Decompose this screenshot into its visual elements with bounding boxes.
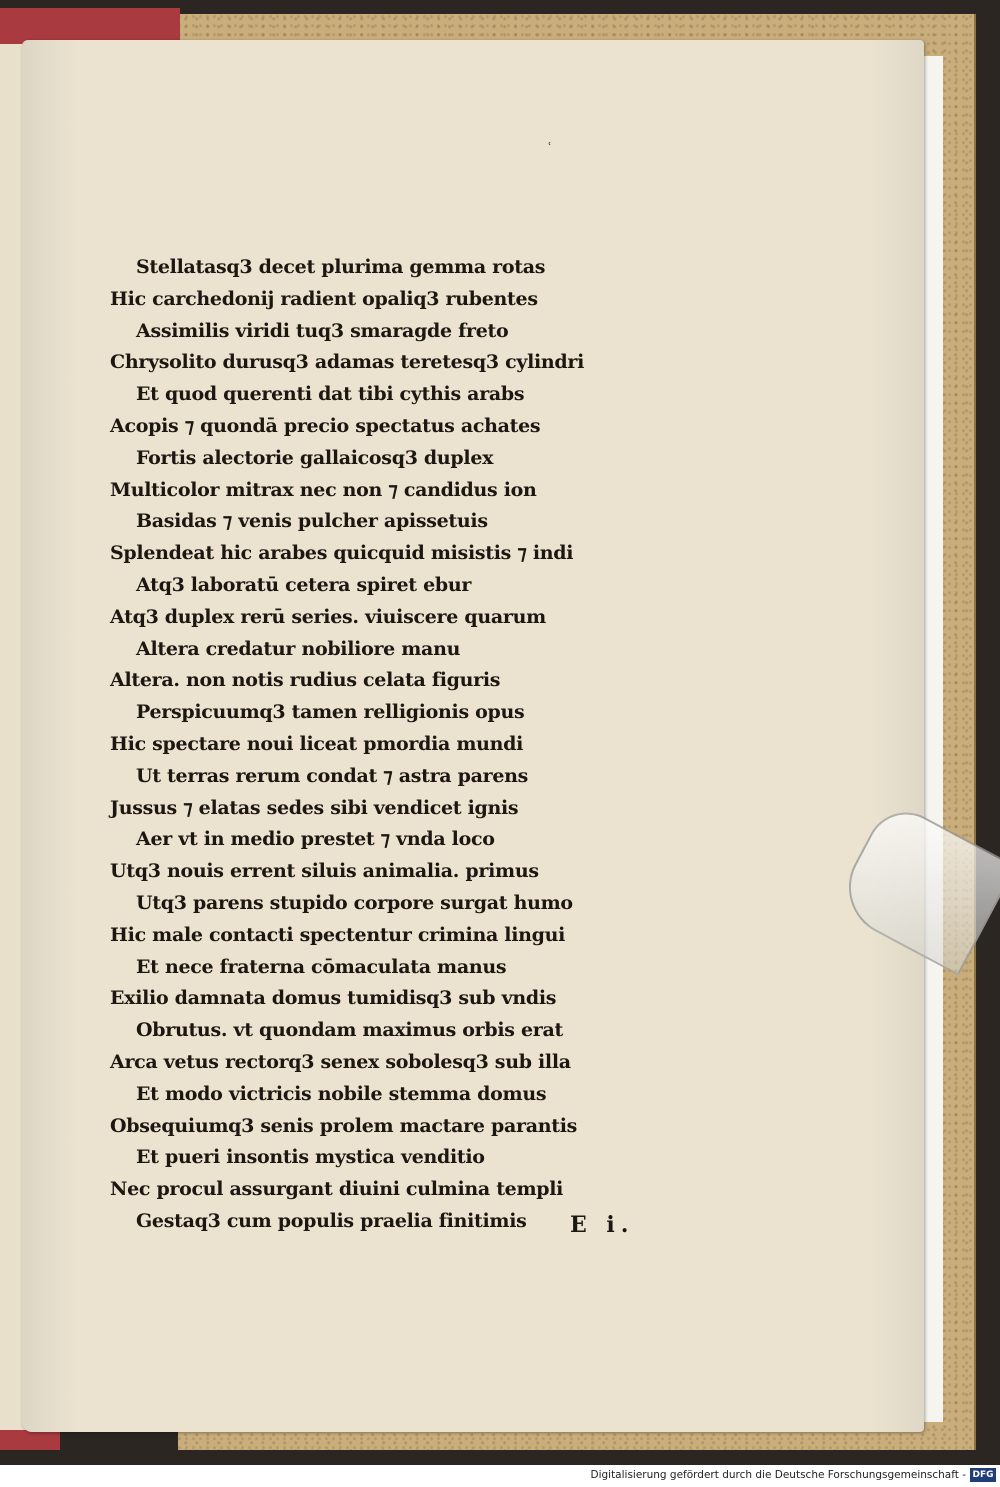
verse-line: Jussus ⁊ elatas sedes sibi vendicet ignis	[110, 796, 519, 819]
verse-line: Atq3 laboratū cetera spiret ebur	[136, 573, 472, 596]
verse-line: Multicolor mitrax nec non ⁊ candidus ion	[110, 478, 537, 501]
verse-line: Nec procul assurgant diuini culmina templi	[110, 1178, 564, 1201]
verse-line: Gestaq3 cum populis praelia finitimis	[136, 1209, 527, 1232]
verse-line: Obrutus. vt quondam maximus orbis erat	[136, 1019, 563, 1042]
funding-credit: Digitalisierung gefördert durch die Deutsche Forschungsgemeinschaft -	[590, 1469, 966, 1481]
verse-line: Acopis ⁊ quondā precio spectatus achates	[110, 414, 541, 437]
verse-line: Aer vt in medio prestet ⁊ vnda loco	[136, 828, 495, 851]
verse-line: Perspicuumq3 tamen relligionis opus	[136, 701, 525, 724]
verse-line: Basidas ⁊ venis pulcher apissetuis	[136, 510, 488, 533]
verse-line: Arca vetus rectorq3 senex sobolesq3 sub illa	[110, 1050, 571, 1073]
verse-line: Assimilis viridi tuq3 smaragde freto	[136, 319, 509, 342]
verse-line: Obsequiumq3 senis prolem mactare parantis	[110, 1114, 578, 1137]
verse-line: Utq3 nouis errent siluis animalia. primus	[110, 860, 539, 883]
verse-line: Fortis alectorie gallaicosq3 duplex	[136, 446, 494, 469]
verse-line: Et modo victricis nobile stemma domus	[136, 1082, 547, 1105]
verse-line: Atq3 duplex rerū series. viuiscere quarum	[110, 605, 546, 628]
verse-line: Altera. non notis rudius celata figuris	[110, 669, 501, 692]
verse-line: Exilio damnata domus tumidisq3 sub vndis	[110, 987, 557, 1010]
verse-text-block	[110, 252, 670, 1238]
verse-line: Et pueri insontis mystica venditio	[136, 1146, 485, 1169]
verse-line: Chrysolito durusq3 adamas teretesq3 cylindri	[110, 351, 585, 374]
verse-line: Hic male contacti spectentur crimina lingui	[110, 923, 566, 946]
page-top-mark: ʿ	[548, 140, 552, 154]
verse-line: Splendeat hic arabes quicquid misistis ⁊ indi	[110, 542, 574, 565]
signature-mark: E i.	[570, 1212, 635, 1238]
verse-line: Altera credatur nobiliore manu	[136, 637, 461, 660]
verse-line: Et nece fraterna cōmaculata manus	[136, 955, 507, 978]
dfg-logo: DFG	[970, 1468, 996, 1482]
footer-bar	[0, 1465, 1000, 1487]
verse-line: Hic spectare noui liceat pmordia mundi	[110, 732, 524, 755]
verse-line: Stellatasq3 decet plurima gemma rotas	[136, 256, 546, 278]
verse-line: Utq3 parens stupido corpore surgat humo	[136, 891, 573, 914]
verse-line: Et quod querenti dat tibi cythis arabs	[136, 383, 525, 406]
verse-line: Ut terras rerum condat ⁊ astra parens	[136, 764, 529, 787]
verse-line: Hic carchedonij radient opaliq3 rubentes	[110, 287, 538, 310]
book-page	[22, 40, 924, 1432]
